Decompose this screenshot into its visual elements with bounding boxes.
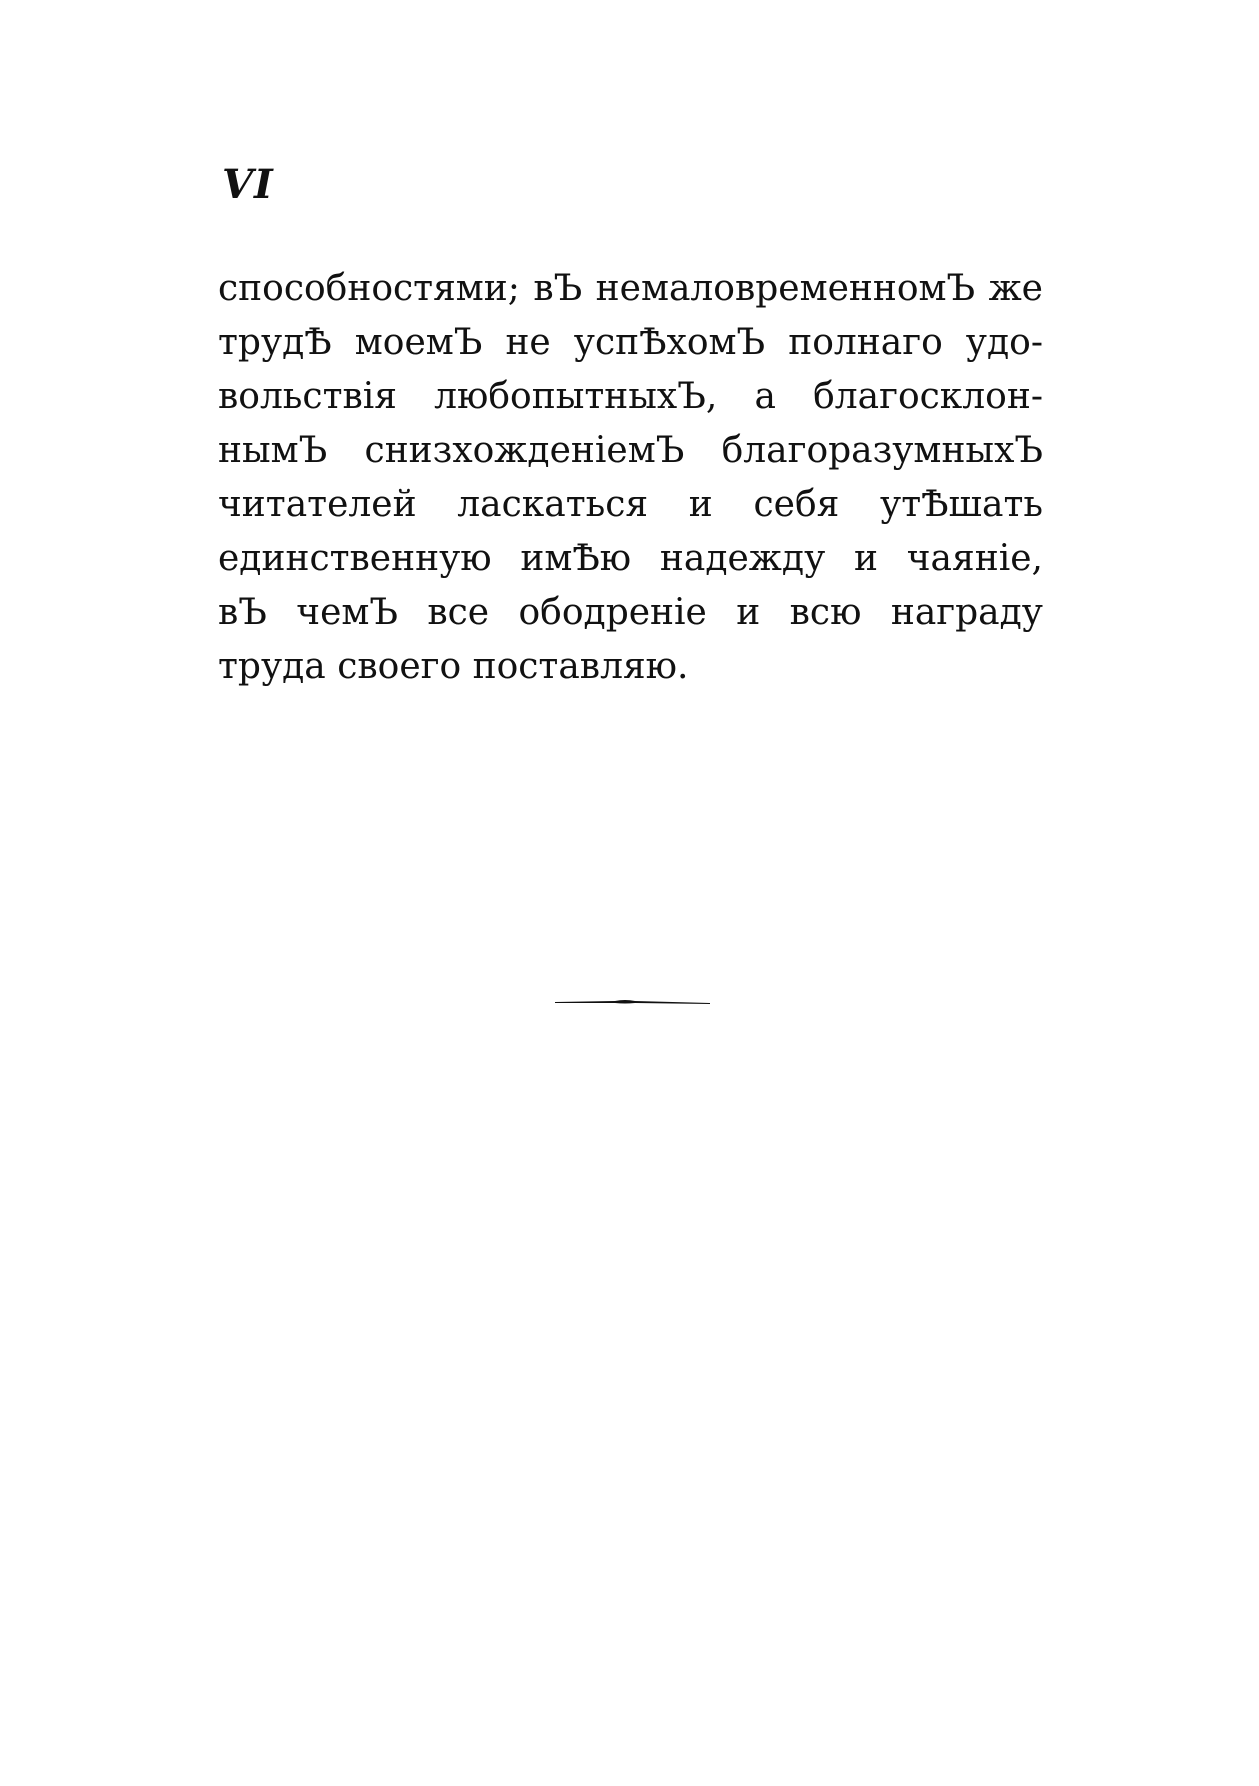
text-line: вольствія любопытныхЪ, а благосклон- <box>218 376 1043 417</box>
text-line: единственную имѢю надежду и чаяніе, <box>218 538 1043 579</box>
text-line: способностями; вЪ немаловременномЪ же <box>218 268 1043 309</box>
text-line: читателей ласкаться и себя утѢшать <box>218 484 1043 525</box>
text-line: труда своего поставляю. <box>218 646 689 687</box>
text-line: трудѢ моемЪ не успѢхомЪ полнаго удо- <box>218 322 1043 363</box>
text-line: нымЪ снизхожденіемЪ благоразумныхЪ <box>218 430 1043 471</box>
page-number: VI <box>222 161 274 208</box>
text-line: вЪ чемЪ все ободреніе и всю награду <box>218 592 1043 633</box>
body-paragraph <box>218 262 1043 694</box>
ornamental-rule <box>555 998 710 1006</box>
